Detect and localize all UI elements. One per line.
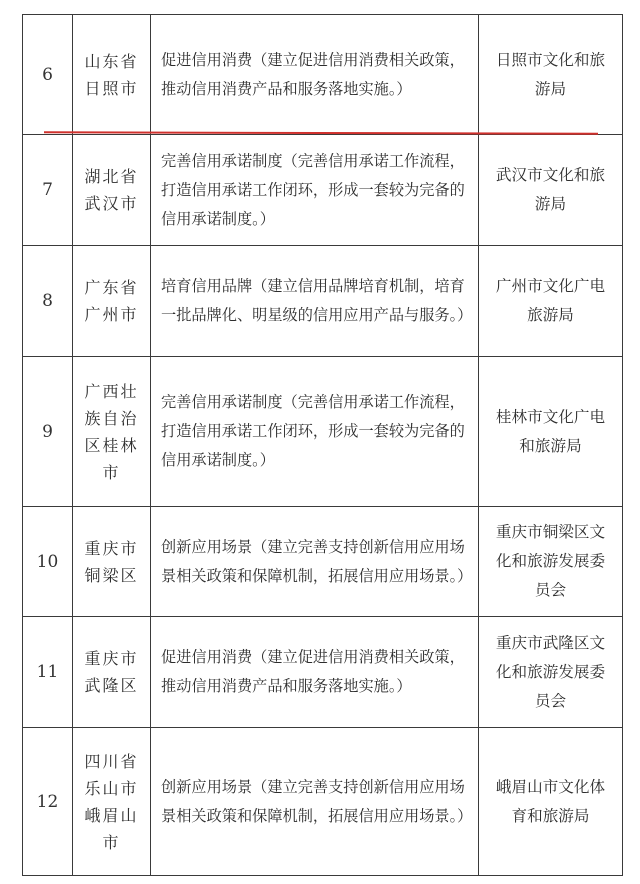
row-number: 7 xyxy=(23,135,73,246)
content-cell: 促进信用消费（建立促进信用消费相关政策，推动信用消费产品和服务落地实施。） xyxy=(151,15,479,135)
table-row xyxy=(23,135,623,246)
region-cell: 湖北省武汉市 xyxy=(73,135,151,246)
table-row xyxy=(23,728,623,876)
department-cell: 重庆市武隆区文化和旅游发展委员会 xyxy=(479,617,623,728)
department-cell: 桂林市文化广电和旅游局 xyxy=(479,357,623,507)
row-number: 11 xyxy=(23,617,73,728)
row-number: 8 xyxy=(23,246,73,357)
department-cell: 日照市文化和旅游局 xyxy=(479,15,623,135)
region-cell: 重庆市武隆区 xyxy=(73,617,151,728)
pilot-project-table xyxy=(22,14,623,876)
content-cell: 完善信用承诺制度（完善信用承诺工作流程，打造信用承诺工作闭环，形成一套较为完备的信用承诺制度。） xyxy=(151,135,479,246)
table-row xyxy=(23,15,623,135)
table-row xyxy=(23,507,623,617)
table-row xyxy=(23,357,623,507)
row-number: 12 xyxy=(23,728,73,876)
region-cell: 山东省日照市 xyxy=(73,15,151,135)
region-cell: 四川省乐山市峨眉山市 xyxy=(73,728,151,876)
row-number: 9 xyxy=(23,357,73,507)
content-cell: 创新应用场景（建立完善支持创新信用应用场景相关政策和保障机制，拓展信用应用场景。） xyxy=(151,728,479,876)
table-row xyxy=(23,617,623,728)
row-number: 6 xyxy=(23,15,73,135)
table-row xyxy=(23,246,623,357)
department-cell: 重庆市铜梁区文化和旅游发展委员会 xyxy=(479,507,623,617)
content-cell: 创新应用场景（建立完善支持创新信用应用场景相关政策和保障机制，拓展信用应用场景。） xyxy=(151,507,479,617)
department-cell: 广州市文化广电旅游局 xyxy=(479,246,623,357)
row-number: 10 xyxy=(23,507,73,617)
department-cell: 峨眉山市文化体育和旅游局 xyxy=(479,728,623,876)
department-cell: 武汉市文化和旅游局 xyxy=(479,135,623,246)
region-cell: 广东省广州市 xyxy=(73,246,151,357)
region-cell: 重庆市铜梁区 xyxy=(73,507,151,617)
content-cell: 培育信用品牌（建立信用品牌培育机制，培育一批品牌化、明星级的信用应用产品与服务。） xyxy=(151,246,479,357)
content-cell: 促进信用消费（建立促进信用消费相关政策，推动信用消费产品和服务落地实施。） xyxy=(151,617,479,728)
content-cell: 完善信用承诺制度（完善信用承诺工作流程，打造信用承诺工作闭环，形成一套较为完备的信用承诺制度。） xyxy=(151,357,479,507)
region-cell: 广西壮族自治区桂林市 xyxy=(73,357,151,507)
